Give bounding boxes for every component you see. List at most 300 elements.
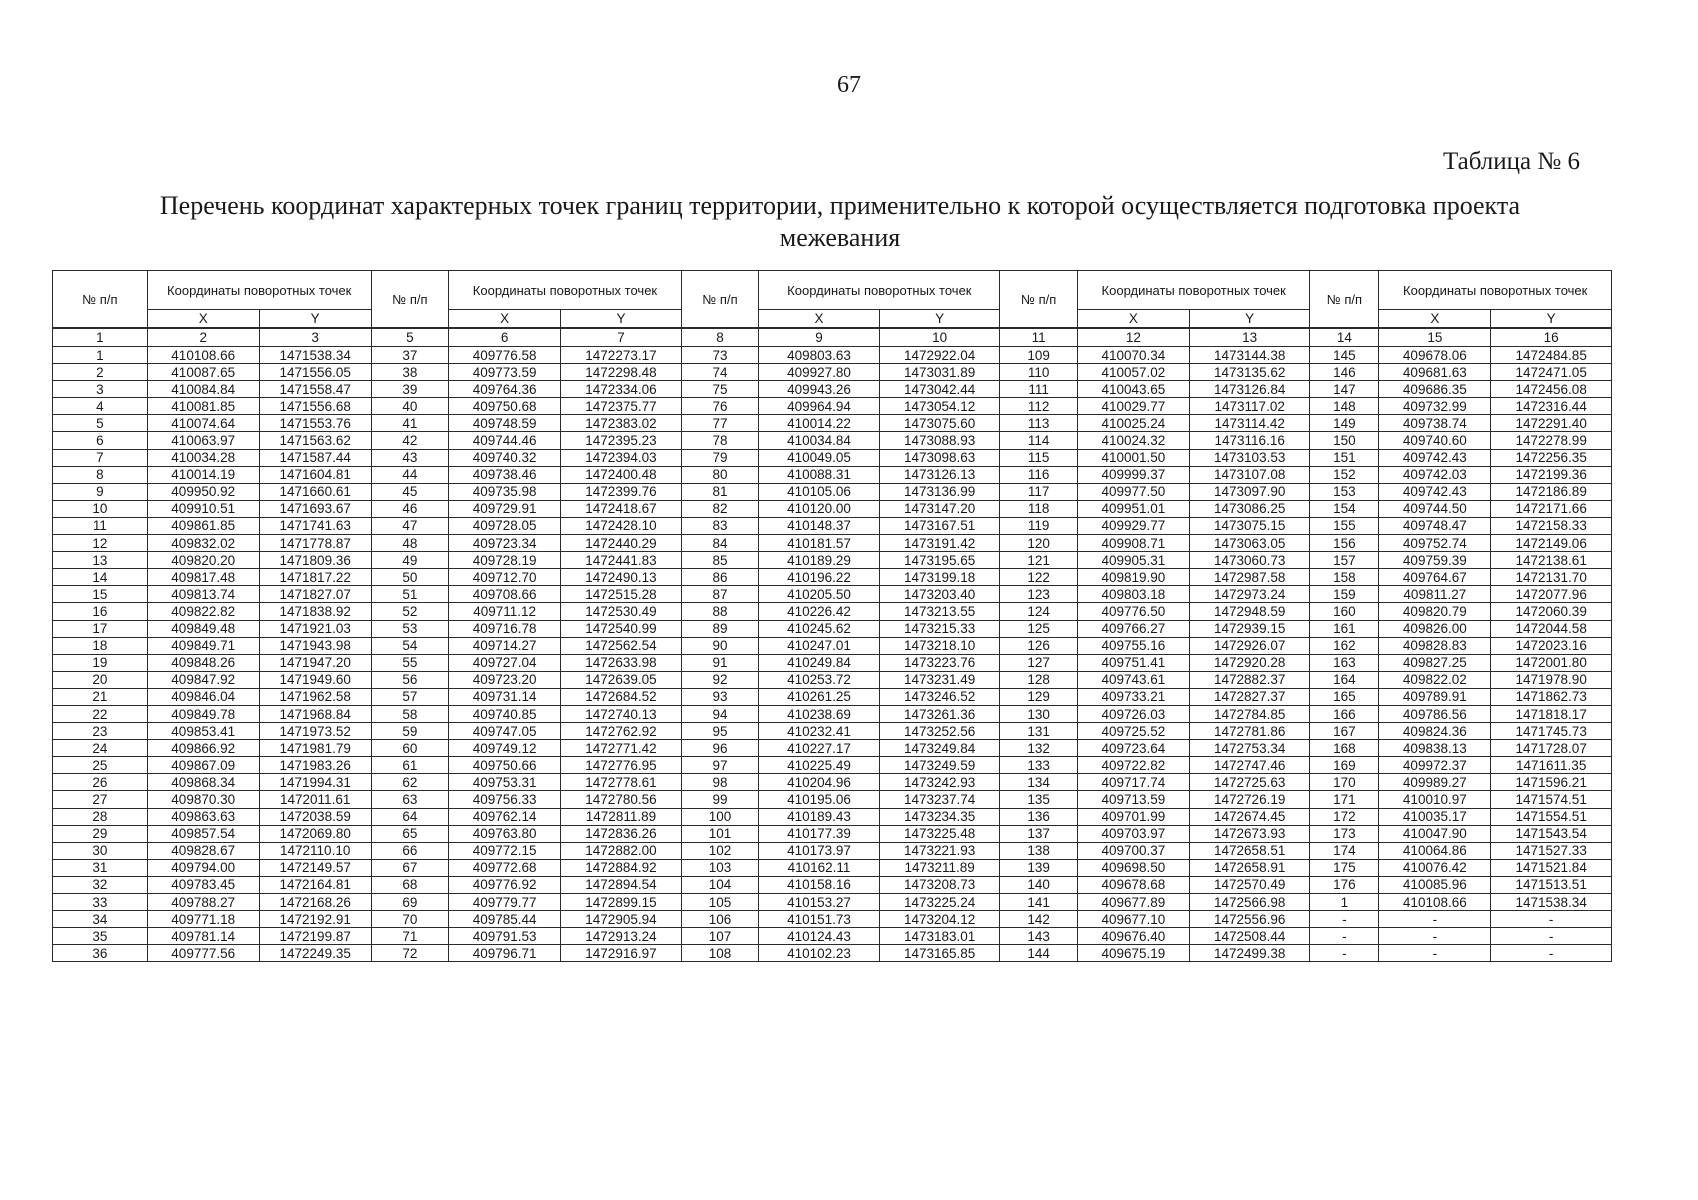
column-number: 16 [1491,328,1612,347]
table-cell: 410087.65 [147,364,259,381]
table-row [53,603,1612,620]
table-cell: 410204.96 [759,774,880,791]
table-cell: 409743.61 [1077,671,1189,688]
table-cell: 409848.26 [147,654,259,671]
table-cell: 1472827.37 [1189,688,1310,705]
table-cell: 410014.22 [759,415,880,432]
table-cell: 1472131.70 [1491,569,1612,586]
table-cell: 409803.63 [759,347,880,364]
table-cell: 1472334.06 [561,381,682,398]
table-cell: 173 [1310,825,1379,842]
table-row [53,928,1612,945]
table-cell: 1471994.31 [259,774,371,791]
table-cell: 1473054.12 [879,398,1000,415]
table-cell: 50 [371,569,449,586]
table-cell: 68 [371,876,449,893]
table-cell: 409744.50 [1379,500,1491,517]
table-cell: 1471862.73 [1491,688,1612,705]
column-number: 9 [759,328,880,347]
table-cell: 409827.25 [1379,654,1491,671]
table-cell: 1473237.74 [879,791,1000,808]
table-cell: 1472948.59 [1189,603,1310,620]
table-cell: 1471563.62 [259,432,371,449]
table-cell: 137 [1000,825,1078,842]
table-cell: 18 [53,637,148,654]
table-cell: 410001.50 [1077,449,1189,466]
table-row [53,535,1612,552]
table-cell: 176 [1310,876,1379,893]
table-cell: 174 [1310,842,1379,859]
table-row [53,791,1612,808]
table-cell: 1471513.51 [1491,876,1612,893]
table-cell: 136 [1000,808,1078,825]
table-cell: 409817.48 [147,569,259,586]
table-cell: 1471741.63 [259,517,371,534]
table-cell: 410105.06 [759,483,880,500]
table-cell: 1473191.42 [879,535,1000,552]
table-cell: 409742.43 [1379,449,1491,466]
table-cell: 1472778.61 [561,774,682,791]
table-cell: 51 [371,586,449,603]
table-cell: 409964.94 [759,398,880,415]
table-cell: 99 [681,791,759,808]
table-cell: 1472484.85 [1491,347,1612,364]
table-row [53,347,1612,364]
table-cell: 95 [681,723,759,740]
table-cell: 110 [1000,364,1078,381]
table-cell: 32 [53,876,148,893]
table-cell: 1472192.91 [259,911,371,928]
table-cell: - [1491,911,1612,928]
table-cell: 84 [681,535,759,552]
header-x: X [1379,310,1491,329]
table-cell: 409951.01 [1077,500,1189,517]
table-row [53,842,1612,859]
table-cell: 53 [371,620,449,637]
table-cell: 1471981.79 [259,740,371,757]
table-cell: 409870.30 [147,791,259,808]
table-cell: 409752.74 [1379,535,1491,552]
table-cell: 25 [53,757,148,774]
table-cell: 1472784.85 [1189,705,1310,722]
table-cell: 1472753.34 [1189,740,1310,757]
table-cell: 80 [681,466,759,483]
table-cell: 1472882.37 [1189,671,1310,688]
table-cell: 1472905.94 [561,911,682,928]
table-cell: 1472060.39 [1491,603,1612,620]
table-cell: 1471745.73 [1491,723,1612,740]
table-cell: 410153.27 [759,894,880,911]
table-cell: 409750.66 [449,757,561,774]
table-cell: 107 [681,928,759,945]
table-cell: 7 [53,449,148,466]
table-cell: 149 [1310,415,1379,432]
table-cell: 409723.20 [449,671,561,688]
table-cell: 1472499.38 [1189,945,1310,962]
table-cell: 17 [53,620,148,637]
table-cell: 409728.19 [449,552,561,569]
table-cell: 1472158.33 [1491,517,1612,534]
table-cell: 1473126.13 [879,466,1000,483]
table-cell: 103 [681,859,759,876]
table-cell: 1471596.21 [1491,774,1612,791]
table-row [53,449,1612,466]
table-cell: 1473231.49 [879,671,1000,688]
table-row [53,552,1612,569]
table-row [53,466,1612,483]
table-cell: 409749.12 [449,740,561,757]
table-cell: 158 [1310,569,1379,586]
table-cell: 1472939.15 [1189,620,1310,637]
table-cell: 409753.31 [449,774,561,791]
table-cell: 4 [53,398,148,415]
table-cell: 409847.92 [147,671,259,688]
column-number: 10 [879,328,1000,347]
table-cell: 1 [53,347,148,364]
table-row [53,671,1612,688]
table-cell: 132 [1000,740,1078,757]
table-cell: 1471553.76 [259,415,371,432]
table-cell: 43 [371,449,449,466]
table-cell: 1472884.92 [561,859,682,876]
table-cell: 1473097.90 [1189,483,1310,500]
table-cell: 134 [1000,774,1078,791]
table-cell: 1472171.66 [1491,500,1612,517]
table-cell: 410088.31 [759,466,880,483]
table-cell: 409867.09 [147,757,259,774]
table-cell: 409832.02 [147,535,259,552]
table-cell: 1472199.36 [1491,466,1612,483]
header-x: X [759,310,880,329]
table-cell: 139 [1000,859,1078,876]
table-cell: 1471521.84 [1491,859,1612,876]
table-cell: 410064.86 [1379,842,1491,859]
table-cell: 144 [1000,945,1078,962]
table-cell: 1472920.28 [1189,654,1310,671]
table-cell: 1472256.35 [1491,449,1612,466]
table-cell: 1471587.44 [259,449,371,466]
table-cell: 1472658.51 [1189,842,1310,859]
table-cell: 1471554.51 [1491,808,1612,825]
table-cell: - [1310,911,1379,928]
table-cell: 1473213.55 [879,603,1000,620]
table-cell: 58 [371,705,449,722]
column-number: 14 [1310,328,1379,347]
header-coords: Координаты поворотных точек [759,271,1000,310]
table-cell: 55 [371,654,449,671]
table-cell: 1473063.05 [1189,535,1310,552]
table-cell: 410035.17 [1379,808,1491,825]
table-cell: 1473136.99 [879,483,1000,500]
table-cell: 409742.03 [1379,466,1491,483]
table-cell: 30 [53,842,148,859]
table-cell: 1473116.16 [1189,432,1310,449]
table-cell: 409813.74 [147,586,259,603]
table-label: Таблица № 6 [1442,148,1580,175]
table-cell: 161 [1310,620,1379,637]
table-cell: 1472540.99 [561,620,682,637]
table-cell: 410057.02 [1077,364,1189,381]
table-row [53,381,1612,398]
table-cell: 409723.34 [449,535,561,552]
table-cell: 409828.67 [147,842,259,859]
table-cell: 410076.42 [1379,859,1491,876]
table-cell: 38 [371,364,449,381]
table-cell: 82 [681,500,759,517]
table-cell: 22 [53,705,148,722]
table-cell: 409929.77 [1077,517,1189,534]
table-cell: 1472490.13 [561,569,682,586]
header-row-main [53,271,1612,310]
table-cell: 409740.32 [449,449,561,466]
table-cell: 409700.37 [1077,842,1189,859]
table-cell: 1472684.52 [561,688,682,705]
table-cell: - [1310,928,1379,945]
table-cell: 1471543.54 [1491,825,1612,842]
table-cell: 409943.26 [759,381,880,398]
column-number: 12 [1077,328,1189,347]
table-cell: 409826.00 [1379,620,1491,637]
table-cell: 409744.46 [449,432,561,449]
table-cell: 109 [1000,347,1078,364]
header-y: Y [1189,310,1310,329]
table-cell: 409698.50 [1077,859,1189,876]
table-cell: 409748.59 [449,415,561,432]
table-cell: 410227.17 [759,740,880,757]
table-cell: 409712.70 [449,569,561,586]
table-cell: 100 [681,808,759,825]
header-coords: Координаты поворотных точек [449,271,682,310]
table-cell: 1472899.15 [561,894,682,911]
header-x: X [449,310,561,329]
table-cell: 1472316.44 [1491,398,1612,415]
table-cell: 409785.44 [449,911,561,928]
table-cell: 1472249.35 [259,945,371,962]
document-title: Перечень координат характерных точек границ территории, применительно к которой осуществляется подготовка проекта межевания [159,191,1521,252]
table-cell: 1471838.92 [259,603,371,620]
table-cell: 410238.69 [759,705,880,722]
table-cell: 24 [53,740,148,757]
table-cell: 409766.27 [1077,620,1189,637]
table-cell: 1472973.24 [1189,586,1310,603]
table-cell: 113 [1000,415,1078,432]
table-cell: 16 [53,603,148,620]
table-cell: 5 [53,415,148,432]
table-cell: 166 [1310,705,1379,722]
table-cell: 169 [1310,757,1379,774]
table-cell: 1471604.81 [259,466,371,483]
table-cell: 1471827.07 [259,586,371,603]
table-cell: 155 [1310,517,1379,534]
table-cell: 61 [371,757,449,774]
table-cell: 57 [371,688,449,705]
table-cell: 102 [681,842,759,859]
table-cell: 409783.45 [147,876,259,893]
table-cell: 409759.39 [1379,552,1491,569]
table-cell: 409999.37 [1077,466,1189,483]
table-cell: 1472530.49 [561,603,682,620]
table-cell: 1472811.89 [561,808,682,825]
table-cell: 121 [1000,552,1078,569]
table-row [53,688,1612,705]
table-cell: 409711.12 [449,603,561,620]
table-cell: 1472394.03 [561,449,682,466]
table-cell: 1472673.93 [1189,825,1310,842]
table-row [53,945,1612,962]
table-cell: 1472726.19 [1189,791,1310,808]
table-cell: 410225.49 [759,757,880,774]
table-cell: 104 [681,876,759,893]
table-cell: 1473225.24 [879,894,1000,911]
table-cell: 1472556.96 [1189,911,1310,928]
table-cell: 410047.90 [1379,825,1491,842]
header-num: № п/п [53,271,148,329]
table-cell: 77 [681,415,759,432]
table-cell: 409822.02 [1379,671,1491,688]
table-cell: 410189.29 [759,552,880,569]
table-cell: 78 [681,432,759,449]
table-cell: 52 [371,603,449,620]
table-row [53,894,1612,911]
table-cell: 409853.41 [147,723,259,740]
table-cell: 152 [1310,466,1379,483]
table-row [53,825,1612,842]
table-cell: 410029.77 [1077,398,1189,415]
table-cell: 409751.41 [1077,654,1189,671]
table-cell: 410162.11 [759,859,880,876]
table-cell: 409755.16 [1077,637,1189,654]
table-cell: 13 [53,552,148,569]
table-cell: 409786.56 [1379,705,1491,722]
table-cell: 410158.16 [759,876,880,893]
table-cell: 135 [1000,791,1078,808]
table-cell: 410049.05 [759,449,880,466]
table-cell: 94 [681,705,759,722]
table-cell: 1472278.99 [1491,432,1612,449]
table-cell: 409678.68 [1077,876,1189,893]
table-cell: 156 [1310,535,1379,552]
table-cell: 1472038.59 [259,808,371,825]
table-cell: 410205.50 [759,586,880,603]
table-cell: 1473117.02 [1189,398,1310,415]
table-cell: 409738.74 [1379,415,1491,432]
table-cell: 410102.23 [759,945,880,962]
table-cell: 73 [681,347,759,364]
table-cell: 27 [53,791,148,808]
table-cell: 409756.33 [449,791,561,808]
table-cell: 1472418.67 [561,500,682,517]
table-cell: 409789.91 [1379,688,1491,705]
table-cell: 1472894.54 [561,876,682,893]
table-cell: 1472395.23 [561,432,682,449]
table-cell: 41 [371,415,449,432]
table-cell: 409776.50 [1077,603,1189,620]
table-cell: 164 [1310,671,1379,688]
table-cell: 60 [371,740,449,757]
table-cell: 66 [371,842,449,859]
table-cell: 410024.32 [1077,432,1189,449]
header-coords: Координаты поворотных точек [1077,271,1310,310]
table-cell: 409828.83 [1379,637,1491,654]
table-cell: 1473195.65 [879,552,1000,569]
table-cell: 409701.99 [1077,808,1189,825]
table-cell: 1473147.20 [879,500,1000,517]
table-cell: 409776.58 [449,347,561,364]
table-cell: 114 [1000,432,1078,449]
table-cell: 1473246.52 [879,688,1000,705]
table-cell: 409716.78 [449,620,561,637]
table-cell: 409811.27 [1379,586,1491,603]
table-cell: 36 [53,945,148,962]
table-cell: 1473075.60 [879,415,1000,432]
table-cell: 1473144.38 [1189,347,1310,364]
table-cell: 129 [1000,688,1078,705]
table-cell: 172 [1310,808,1379,825]
table-cell: 1473249.59 [879,757,1000,774]
table-cell: 1472639.05 [561,671,682,688]
table-row [53,911,1612,928]
table-cell: 92 [681,671,759,688]
table-cell: 1472001.80 [1491,654,1612,671]
table-cell: 410085.96 [1379,876,1491,893]
table-cell: 1472044.58 [1491,620,1612,637]
table-cell: 1473261.36 [879,705,1000,722]
table-row [53,876,1612,893]
table-cell: 409846.04 [147,688,259,705]
table-cell: 1472780.56 [561,791,682,808]
table-cell: 89 [681,620,759,637]
table-cell: 1471728.07 [1491,740,1612,757]
table-cell: 1473211.89 [879,859,1000,876]
table-cell: 1471527.33 [1491,842,1612,859]
column-number: 8 [681,328,759,347]
table-cell: 409729.91 [449,500,561,517]
table-cell: 143 [1000,928,1078,945]
table-cell: 410014.19 [147,466,259,483]
table-cell: 1472399.76 [561,483,682,500]
table-cell: 410043.65 [1077,381,1189,398]
table-cell: 409681.63 [1379,364,1491,381]
table-cell: 35 [53,928,148,945]
table-cell: 142 [1000,911,1078,928]
table-cell: 131 [1000,723,1078,740]
table-cell: 1473107.08 [1189,466,1310,483]
table-cell: 1473060.73 [1189,552,1310,569]
table-cell: 409772.15 [449,842,561,859]
coordinates-table [52,270,1612,962]
table-cell: 410226.42 [759,603,880,620]
table-cell: 1471968.84 [259,705,371,722]
table-cell: 1472740.13 [561,705,682,722]
table-cell: 28 [53,808,148,825]
table-cell: 1473088.93 [879,432,1000,449]
table-cell: 123 [1000,586,1078,603]
table-cell: 409763.80 [449,825,561,842]
table-cell: 45 [371,483,449,500]
table-cell: 1472471.05 [1491,364,1612,381]
table-cell: 409838.13 [1379,740,1491,757]
table-cell: 409927.80 [759,364,880,381]
table-cell: 2 [53,364,148,381]
table-cell: 74 [681,364,759,381]
table-cell: 126 [1000,637,1078,654]
table-cell: 39 [371,381,449,398]
table-cell: 165 [1310,688,1379,705]
table-cell: 1471693.67 [259,500,371,517]
table-cell: 1472069.80 [259,825,371,842]
table-cell: 409732.99 [1379,398,1491,415]
table-cell: 127 [1000,654,1078,671]
